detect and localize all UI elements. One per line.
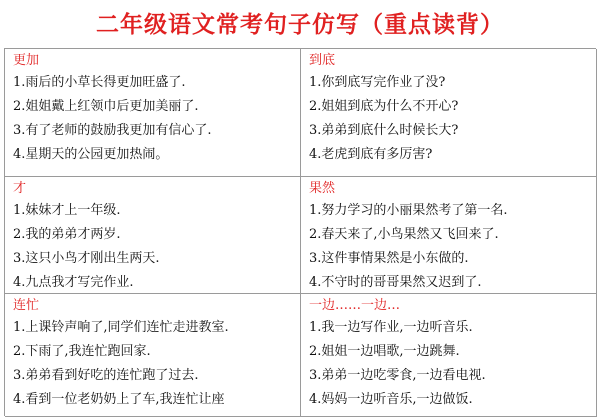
example-sentence: 1.雨后的小草长得更加旺盛了. (13, 75, 186, 90)
example-sentence: 2.姐姐一边唱歌,一边跳舞. (309, 344, 460, 359)
example-sentence: 3.有了老师的鼓励我更加有信心了. (13, 123, 212, 138)
example-sentence: 4.看到一位老奶奶上了车,我连忙让座 (13, 392, 225, 407)
example-sentence: 1.上课铃声响了,同学们连忙走进教室. (13, 320, 229, 335)
example-sentence: 3.这件事情果然是小东做的. (309, 251, 469, 266)
section-heading: 果然 (309, 181, 336, 196)
example-sentence: 3.弟弟一边吃零食,一边看电视. (309, 368, 486, 383)
section-heading: 才 (13, 181, 27, 196)
example-sentence: 3.这只小鸟才刚出生两天. (13, 251, 160, 266)
example-sentence: 2.春天来了,小鸟果然又飞回来了. (309, 227, 499, 242)
example-sentence: 1.你到底写完作业了没? (309, 75, 446, 90)
section-heading: 更加 (13, 53, 40, 68)
example-sentence: 2.姐姐戴上红领巾后更加美丽了. (13, 99, 199, 114)
section-guoran (301, 177, 597, 294)
section-yibian (301, 294, 597, 417)
section-daodi (301, 49, 597, 177)
example-sentence: 1.我一边写作业,一边听音乐. (309, 320, 473, 335)
example-sentence: 1.努力学习的小丽果然考了第一名. (309, 203, 508, 218)
example-sentence: 4.老虎到底有多厉害? (309, 147, 433, 162)
example-sentence: 3.弟弟看到好吃的连忙跑了过去. (13, 368, 199, 383)
example-sentence: 4.星期天的公园更加热闹。 (13, 147, 169, 162)
example-sentence: 4.九点我才写完作业. (13, 275, 134, 290)
section-heading: 到底 (309, 53, 336, 68)
example-sentence: 1.妹妹才上一年级. (13, 203, 121, 218)
example-sentence: 3.弟弟到底什么时候长大? (309, 123, 459, 138)
page-title: 二年级语文常考句子仿写（重点读背） (96, 12, 504, 38)
section-heading: 一边……一边… (309, 298, 401, 313)
sentence-table (4, 48, 596, 416)
example-sentence: 4.妈妈一边听音乐,一边做饭. (309, 392, 473, 407)
section-lianmang (5, 294, 301, 417)
section-cai (5, 177, 301, 294)
section-gengjia (5, 49, 301, 177)
example-sentence: 4.不守时的哥哥果然又迟到了. (309, 275, 482, 290)
section-heading: 连忙 (13, 298, 40, 313)
example-sentence: 2.我的弟弟才两岁. (13, 227, 121, 242)
example-sentence: 2.下雨了,我连忙跑回家. (13, 344, 151, 359)
example-sentence: 2.姐姐到底为什么不开心? (309, 99, 459, 114)
